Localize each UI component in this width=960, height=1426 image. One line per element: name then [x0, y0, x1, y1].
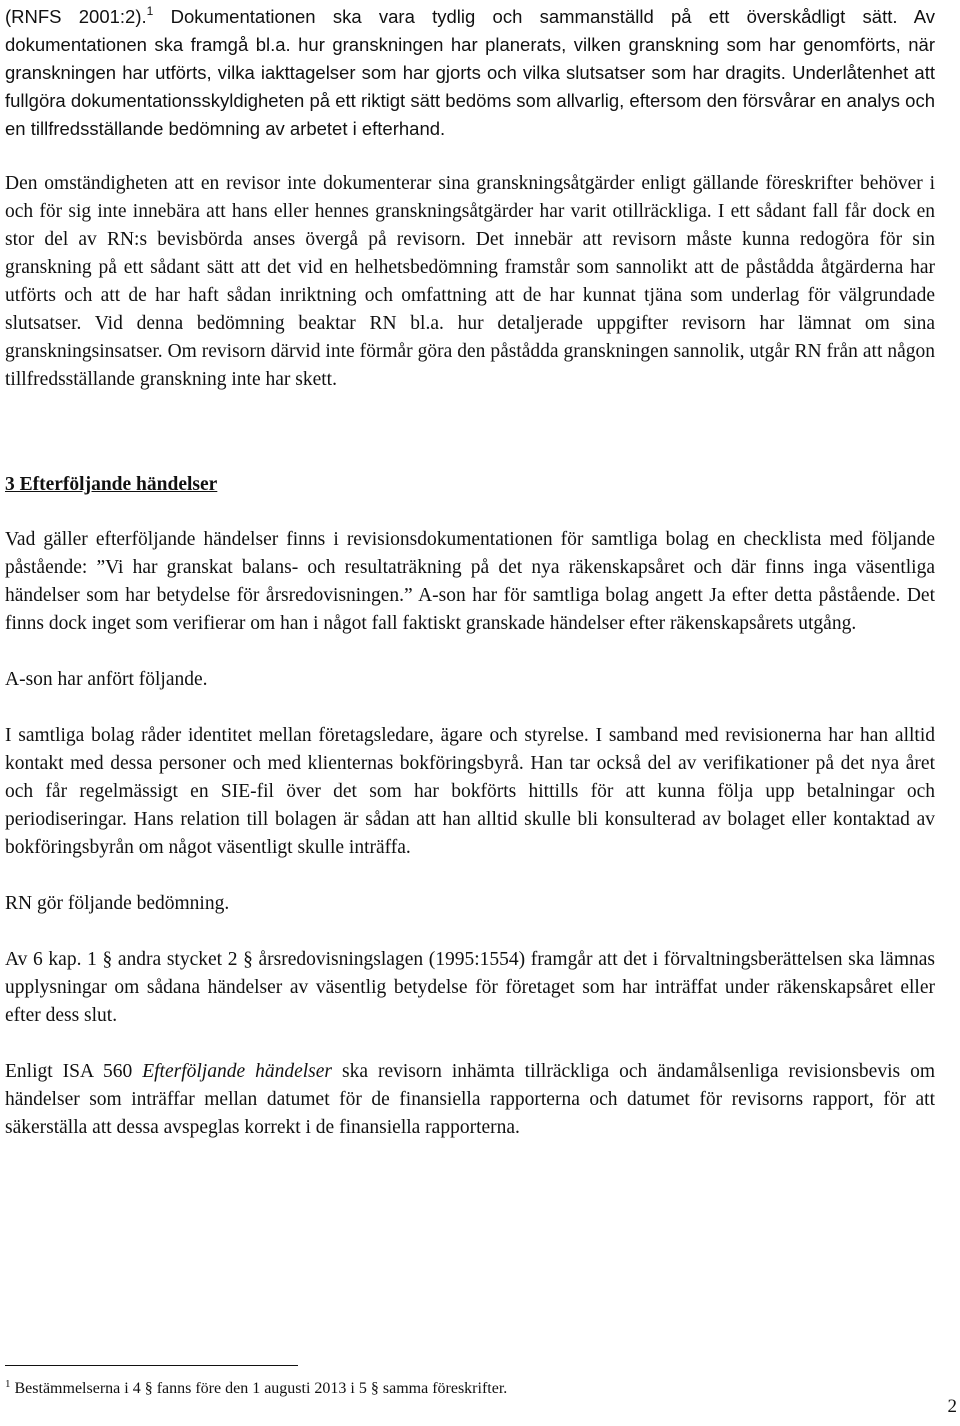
footnote-number: 1	[5, 1378, 11, 1390]
text-segment: Enligt ISA 560	[5, 1061, 143, 1082]
footnote-text: Bestämmelserna i 4 § fanns före den 1 augusti 2013 i 5 § samma föreskrifter.	[10, 1380, 508, 1397]
paragraph-burden-of-proof: Den omständigheten att en revisor inte dokumenterar sina granskningsåtgärder enligt gällande föreskrifter behöver i och för sig inte innebära att hans eller hennes granskningsåtgärder har varit otillräckliga. I ett sådant fall får dock en stor del av RN:s bevisbörda anses övergå på revisorn. Det innebär att revisorn måste kunna redogöra för sin granskning på ett sådant sätt att det vid en helhetsbedömning framstår som sannolikt att de påstådda åtgärderna har utförts och att de har haft sådan inriktning och omfattning att de har kunnat tjäna som underlag för välgrundade slutsatser. Vid denna bedömning beaktar RN bl.a. hur detaljerade uppgifter revisorn har lämnat om sina granskningsinsatser. Om revisorn därvid inte förmår göra den påstådda granskningen sannolik, utgår RN från att någon tillfredsställande granskning inte har skett.	[5, 173, 935, 390]
standard-title: Efterföljande händelser	[142, 1061, 333, 1082]
paragraph-statement: I samtliga bolag råder identitet mellan företagsledare, ägare och styrelse. I samband med revisionerna har han alltid kontakt med dessa personer och med klienternas bokföringsbyrå. Han tar också del av verifikationer på det nya året och får regelmässigt en SIE-fil över det som har bokförts hittills för att kunna följa upp betalningar och periodiseringar. Hans relation till bolagen är sådan att han alltid skulle bli konsulterad av bolaget eller kontaktad av bokföringsbyrån om något väsentligt skulle inträffa.	[5, 725, 935, 858]
page-number: 2	[947, 1396, 957, 1417]
paragraph-statement-intro: A-son har anfört följande.	[5, 669, 208, 690]
text-segment: Dokumentationen ska vara tydlig och sammanställd på ett överskådligt sätt. Av dokumentationen ska framgå bl.a. hur granskningen har planerats, vilken granskning som har genomförts, när granskningen har utförts, vilka iakttagelser som har gjorts och vilka slutsatser som har dragits. Underlåtenhet att fullgöra dokumentationsskyldigheten på ett riktigt sätt bedöms som allvarlig, eftersom den försvårar en analys och en tillfredsställande bedömning av arbetet i efterhand.	[5, 6, 935, 139]
section-heading: 3 Efterföljande händelser	[5, 474, 218, 495]
text-segment: (RNFS 2001:2).	[5, 6, 147, 27]
paragraph-isa-560	[5, 1058, 935, 1142]
footnote-ref[interactable]: 1	[146, 4, 154, 18]
document-page	[5, 0, 935, 1142]
paragraph-assessment-intro: RN gör följande bedömning.	[5, 893, 230, 914]
paragraph-law-reference: Av 6 kap. 1 § andra stycket 2 § årsredovisningslagen (1995:1554) framgår att det i förvaltningsberättelsen ska lämnas upplysningar om sådana händelser av väsentlig betydelse för företaget som har inträffat under räkenskapsåret eller efter dess slut.	[5, 949, 935, 1026]
text-segment: ska revisorn inhämta tillräckliga och ändamålsenliga revisionsbevis om händelser som inträffar mellan datumet för de finansiella rapporterna och datumet för revisorns rapport, för att säkerställa att dessa avspeglas korrekt i de finansiella rapporterna.	[5, 1061, 935, 1138]
footnote	[5, 1378, 905, 1400]
paragraph-checklist: Vad gäller efterföljande händelser finns i revisionsdokumentationen för samtliga bolag en checklista med följande påstående: ”Vi har granskat balans- och resultaträkning på det nya räkenskapsåret och där finns inga väsentliga händelser som har betydelse för årsredovisningen.” A-son har för samtliga bolag angett Ja efter detta påstående. Det finns dock inget som verifierar om han i något fall faktiskt granskade händelser efter räkenskapsårets utgång.	[5, 529, 935, 634]
footnote-divider	[5, 1365, 298, 1366]
paragraph-documentation	[5, 3, 935, 143]
